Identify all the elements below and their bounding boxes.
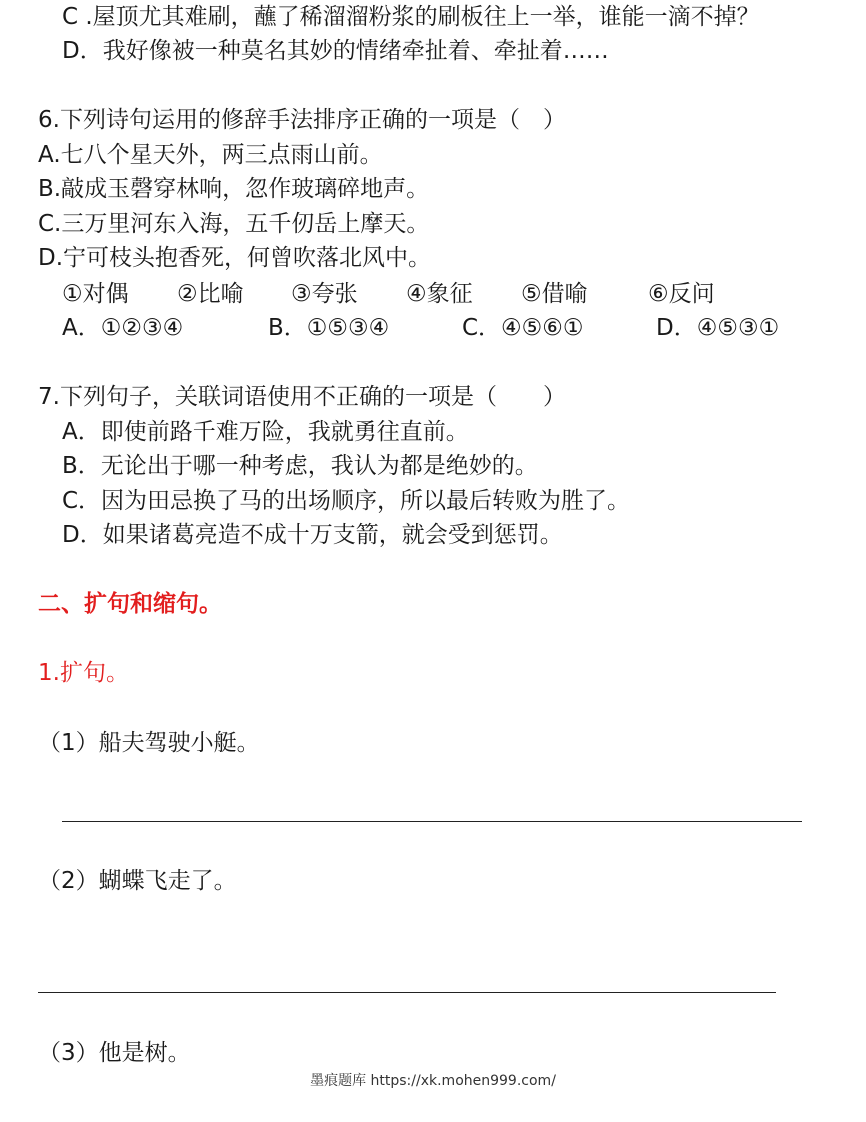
answer-line-2[interactable] xyxy=(38,992,776,993)
q6-device: ④象征 xyxy=(406,281,473,307)
q7-option-b: B．无论出于哪一种考虑，我认为都是绝妙的。 xyxy=(62,453,538,479)
q6-choice-b: B．①⑤③④ xyxy=(268,315,390,341)
q6-devices-row xyxy=(0,279,866,309)
section2-title: 二、扩句和缩句。 xyxy=(38,591,222,617)
footer-watermark: 墨痕题库 https://xk.mohen999.com/ xyxy=(310,1073,556,1089)
q6-device: ⑥反问 xyxy=(648,281,715,307)
q5-option-d: D．我好像被一种莫名其妙的情绪牵扯着、牵扯着…… xyxy=(62,38,609,64)
q7-stem: 7.下列句子，关联词语使用不正确的一项是（ ） xyxy=(38,384,566,410)
q6-device: ⑤借喻 xyxy=(521,281,588,307)
section2-subtitle: 1.扩句。 xyxy=(38,660,129,686)
q6-choice-d: D．④⑤③① xyxy=(656,315,780,341)
q6-line-c: C.三万里河东入海，五千仞岳上摩天。 xyxy=(38,211,430,237)
q6-stem: 6.下列诗句运用的修辞手法排序正确的一项是（ ） xyxy=(38,107,566,133)
expand-item-1: （1）船夫驾驶小艇。 xyxy=(38,730,260,756)
q6-device: ②比喻 xyxy=(177,281,244,307)
q6-choice-a: A．①②③④ xyxy=(62,315,184,341)
q6-choice-c: C．④⑤⑥① xyxy=(462,315,584,341)
q6-device: ③夸张 xyxy=(291,281,358,307)
q6-line-a: A.七八个星天外，两三点雨山前。 xyxy=(38,142,383,168)
q7-option-c: C．因为田忌换了马的出场顺序，所以最后转败为胜了。 xyxy=(62,488,631,514)
q7-option-d: D．如果诸葛亮造不成十万支箭，就会受到惩罚。 xyxy=(62,522,563,548)
expand-item-2: （2）蝴蝶飞走了。 xyxy=(38,868,237,894)
q6-line-d: D.宁可枝头抱香死，何曾吹落北风中。 xyxy=(38,245,432,271)
q6-line-b: B.敲成玉磬穿林响，忽作玻璃碎地声。 xyxy=(38,176,430,202)
q5-option-c: C .屋顶尤其难刷，蘸了稀溜溜粉浆的刷板往上一举，谁能一滴不掉？ xyxy=(62,4,760,30)
expand-item-3: （3）他是树。 xyxy=(38,1040,191,1066)
answer-line-1[interactable] xyxy=(62,821,802,822)
q6-device: ①对偶 xyxy=(62,281,129,307)
q7-option-a: A．即使前路千难万险，我就勇往直前。 xyxy=(62,419,469,445)
q6-choices-row xyxy=(0,313,866,343)
